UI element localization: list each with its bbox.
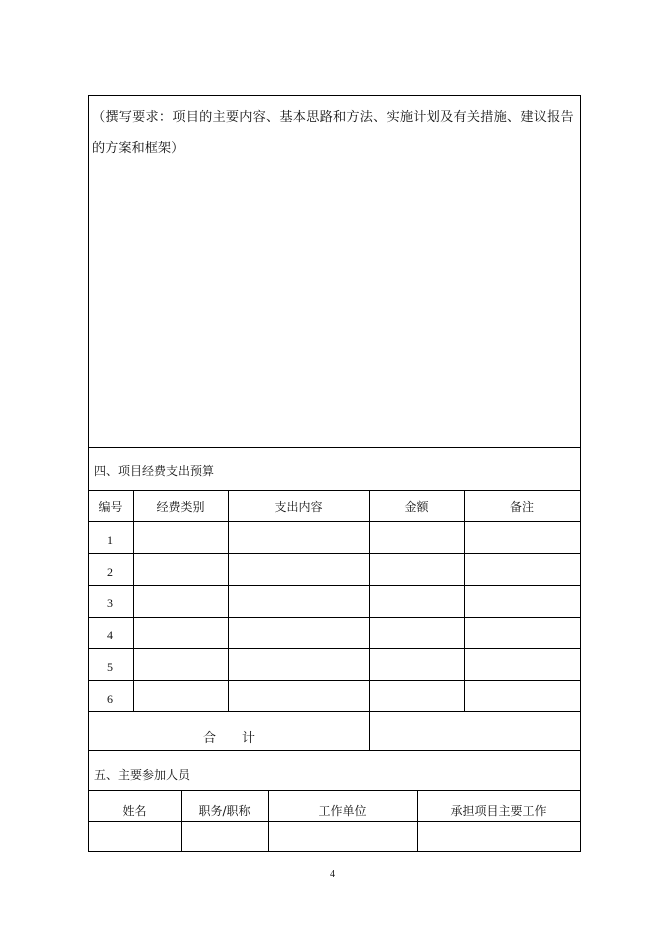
header-amount: 金额 xyxy=(404,500,429,514)
header-work-unit: 工作单位 xyxy=(318,804,367,818)
header-main-work: 承担项目主要工作 xyxy=(450,804,547,818)
divider xyxy=(464,490,465,711)
header-number: 编号 xyxy=(98,500,123,514)
row-number: 2 xyxy=(107,565,113,579)
budget-section-title: 四、项目经费支出预算 xyxy=(94,464,215,478)
header-name: 姓名 xyxy=(122,804,147,818)
divider xyxy=(133,490,134,711)
divider xyxy=(417,790,418,851)
total-amount-field[interactable] xyxy=(370,712,579,749)
divider xyxy=(228,490,229,711)
divider xyxy=(88,790,580,791)
divider xyxy=(88,521,580,522)
divider xyxy=(88,490,580,491)
divider xyxy=(88,821,580,822)
total-label: 合 计 xyxy=(203,731,256,746)
divider xyxy=(88,447,580,448)
row-number: 3 xyxy=(107,596,113,610)
row-number: 1 xyxy=(107,533,113,547)
header-expense-category: 经费类别 xyxy=(156,500,205,514)
divider xyxy=(88,553,580,554)
page-number: 4 xyxy=(330,869,335,880)
divider xyxy=(88,585,580,586)
divider xyxy=(181,790,182,851)
requirement-text-line1: （撰写要求：项目的主要内容、基本思路和方法、实施计划及有关措施、建议报告 xyxy=(92,110,574,125)
row-number: 5 xyxy=(107,660,113,674)
row-number: 4 xyxy=(107,628,113,642)
header-remarks: 备注 xyxy=(509,500,534,514)
divider xyxy=(88,648,580,649)
header-expense-content: 支出内容 xyxy=(274,500,323,514)
project-content-field[interactable] xyxy=(89,160,579,446)
row-number: 6 xyxy=(107,692,113,706)
divider xyxy=(88,617,580,618)
divider xyxy=(88,750,580,751)
divider xyxy=(88,680,580,681)
requirement-text-line2: 的方案和框架） xyxy=(92,141,185,156)
divider xyxy=(268,790,269,851)
personnel-section-title: 五、主要参加人员 xyxy=(94,768,191,782)
header-title: 职务/职称 xyxy=(198,804,251,818)
divider xyxy=(369,490,370,750)
